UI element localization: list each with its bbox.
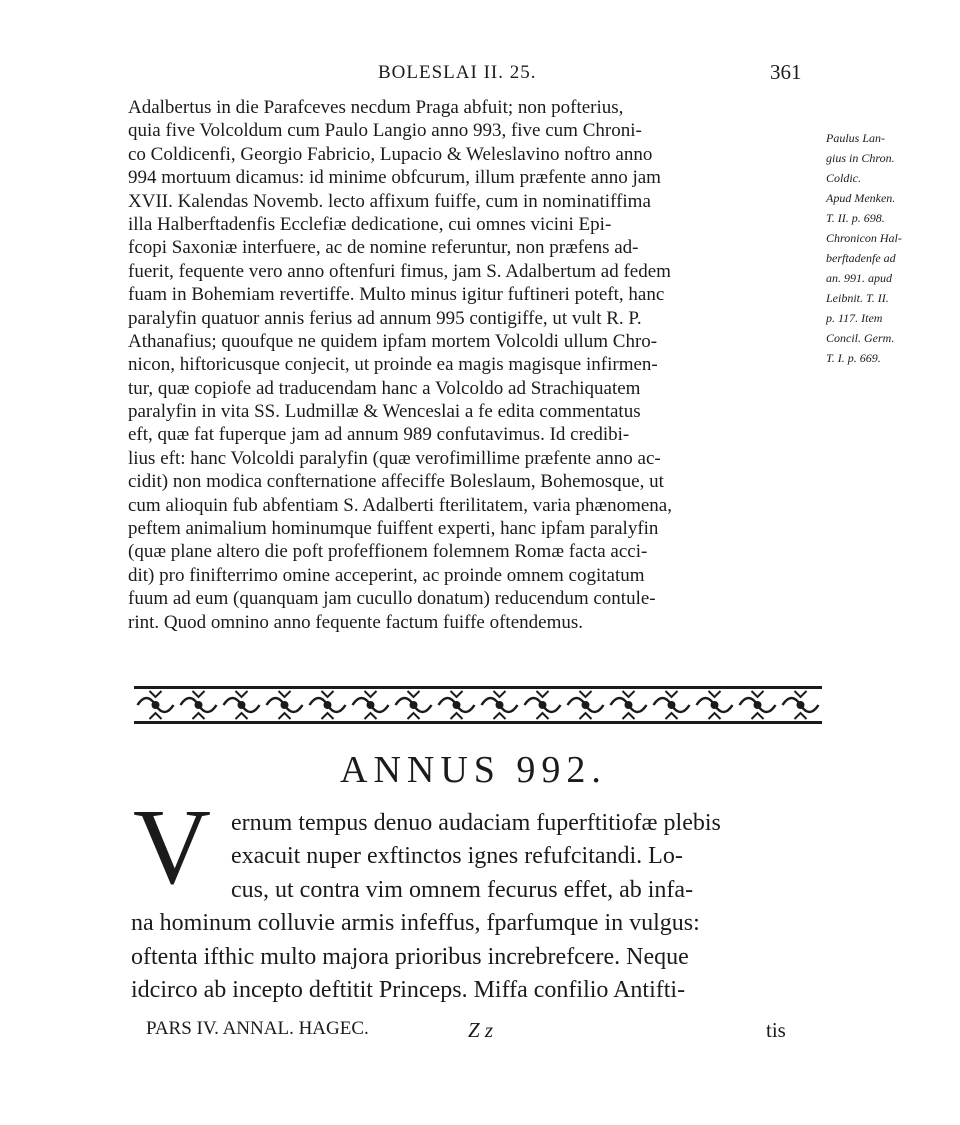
margin-note-line: an. 991. apud: [826, 271, 892, 285]
body-line: fcopi Saxoniæ interfuere, ac de nomine referuntur, non præfens ad-: [128, 237, 639, 259]
main-line: idcirco ab incepto deftitit Princeps. Miffa confilio Antifti-: [131, 976, 686, 1003]
main-line: cus, ut contra vim omnem fecurus effet, ab infa-: [231, 876, 694, 903]
drop-cap: V: [133, 788, 211, 907]
body-line: tur, quæ copiofe ad traducendam hanc a Volcoldo ad Strachiquatem: [128, 377, 641, 399]
body-text: [128, 96, 818, 634]
body-line: Athanafius; quoufque ne quidem ipfam mortem Volcoldi ullum Chro-: [128, 330, 658, 352]
page-number: 361: [770, 60, 802, 84]
main-line: ernum tempus denuo audaciam fuperftitiofæ plebis: [231, 810, 721, 836]
page-header: [0, 60, 960, 92]
margin-note-line: T. II. p. 698.: [826, 211, 885, 225]
main-text: [131, 807, 821, 1007]
main-line: oftenta ifthic multo majora prioribus increbrefcere. Neque: [131, 943, 689, 970]
body-line: lius eft: hanc Volcoldi paralyfin (quæ verofimillime præfente anno ac-: [128, 447, 661, 469]
margin-notes: [826, 128, 956, 368]
body-line: co Coldicenfi, Georgio Fabricio, Lupacio & Weleslavino noftro anno: [128, 143, 653, 165]
body-line: rint. Quod omnino anno fequente factum fuiffe oftendemus.: [128, 611, 583, 633]
body-line: cidit) non modica confternatione affeciffe Boleslaum, Bohemosque, ut: [128, 471, 664, 493]
body-line: cum alioquin fub abfentiam S. Adalberti fterilitatem, varia phænomena,: [128, 494, 672, 516]
body-line: dit) pro finifterrimo omine acceperint, ac proinde omnem cogitatum: [128, 564, 645, 586]
body-line: fuum ad eum (quanquam jam cucullo donatum) reducendum contule-: [128, 588, 656, 610]
body-line: eft, quæ fat fuperque jam ad annum 989 confutavimus. Id credibi-: [128, 424, 630, 446]
margin-note-line: Chronicon Hal-: [826, 231, 902, 245]
body-line: (quæ plane altero die poft profeffionem folemnem Romæ facta acci-: [128, 541, 648, 563]
ornament-frieze-icon: [134, 683, 822, 727]
margin-note-line: p. 117. Item: [826, 311, 883, 325]
running-head: BOLESLAI II. 25.: [378, 62, 537, 83]
ornamental-border: [134, 683, 822, 727]
signature-line: PARS IV. ANNAL. HAGEC.: [146, 1018, 369, 1039]
body-line: peftem animalium hominumque fuiffent experti, hanc ipfam paralyfin: [128, 518, 659, 540]
body-line: nicon, hiftoricusque conjecit, ut proinde ea magis magisque infirmen-: [128, 354, 658, 376]
main-line: exacuit nuper exftinctos ignes refufcitandi. Lo-: [231, 843, 683, 870]
main-line: na hominum colluvie armis infeffus, fparfumque in vulgus:: [131, 910, 700, 937]
body-line: fuam in Bohemiam revertiffe. Multo minus igitur fuftineri poteft, hanc: [128, 284, 665, 306]
catchword: tis: [766, 1018, 786, 1042]
body-line: paralyfin in vita SS. Ludmillæ & Wenceslai a fe edita commentatus: [128, 401, 641, 423]
body-line: fuerit, fequente vero anno oftenfuri fimus, jam S. Adalbertum ad fedem: [128, 260, 671, 282]
margin-note-line: Apud Menken.: [826, 191, 896, 205]
body-line: paralyfin quatuor annis ferius ad annum 995 contigiffe, ut vult R. P.: [128, 307, 642, 329]
gathering-mark: Z z: [468, 1018, 494, 1042]
margin-note-line: Leibnit. T. II.: [826, 291, 889, 305]
section-title: ANNUS 992.: [340, 749, 607, 791]
margin-note-line: T. I. p. 669.: [826, 351, 881, 365]
body-line: 994 mortuum dicamus: id minime obfcurum, illum præfente anno jam: [128, 167, 661, 189]
margin-note-line: Coldic.: [826, 171, 861, 185]
body-line: Adalbertus in die Parafceves necdum Praga abfuit; non pofterius,: [128, 97, 624, 118]
page-footer: [0, 1018, 960, 1050]
margin-note-line: Paulus Lan-: [826, 131, 886, 145]
margin-note-line: Concil. Germ.: [826, 331, 895, 345]
body-line: illa Halberftadenfis Ecclefiæ dedicatione, cui omnes vicini Epi-: [128, 213, 612, 235]
body-line: quia five Volcoldum cum Paulo Langio anno 993, five cum Chroni-: [128, 120, 642, 142]
margin-note-line: berftadenfe ad: [826, 251, 896, 265]
margin-note-line: gius in Chron.: [826, 151, 895, 165]
body-line: XVII. Kalendas Novemb. lecto affixum fuiffe, cum in nominatiffima: [128, 190, 651, 212]
